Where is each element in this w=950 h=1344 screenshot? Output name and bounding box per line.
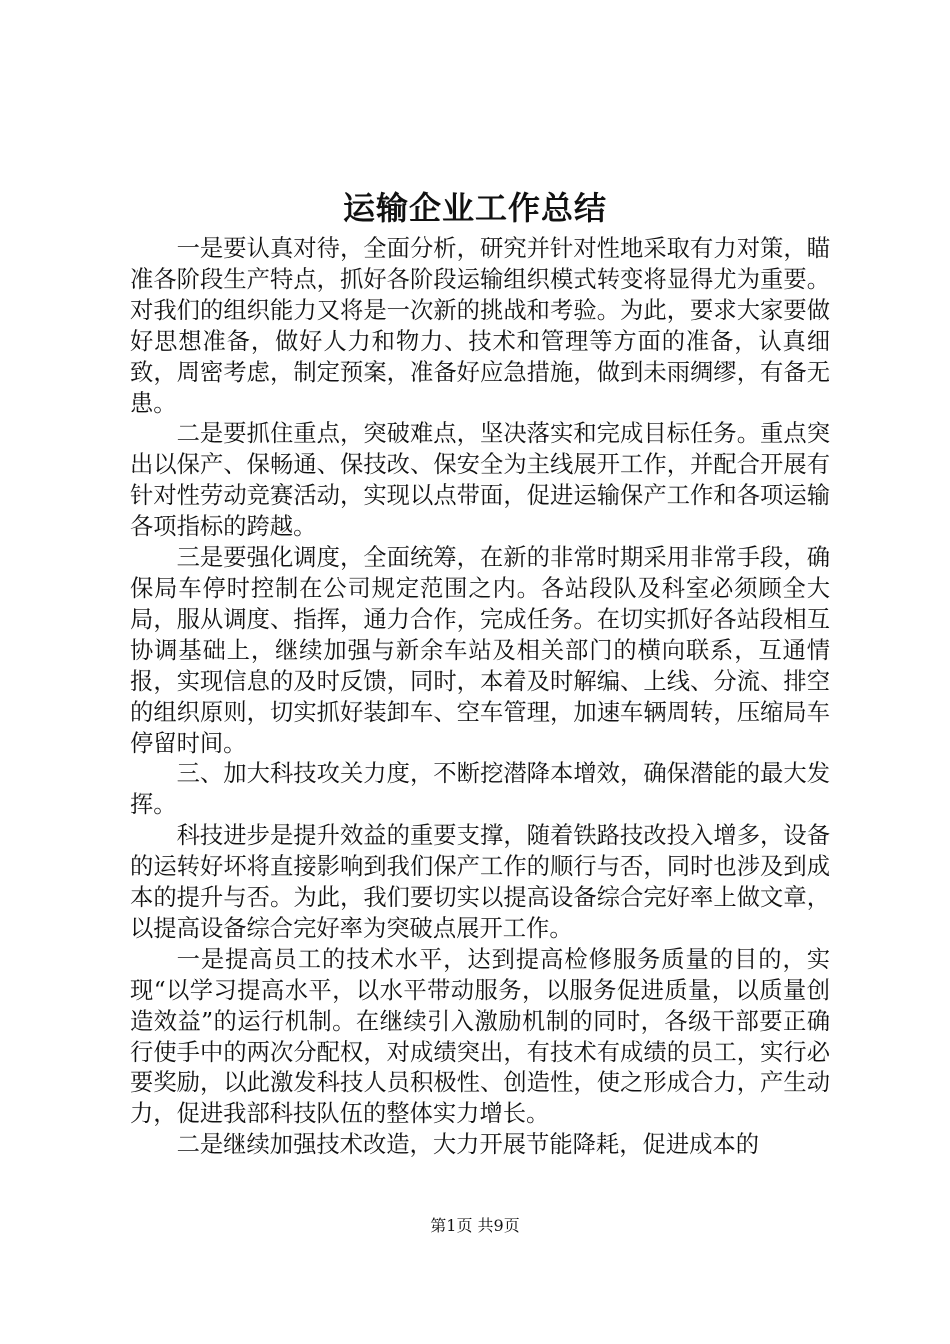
paragraph: 一是要认真对待，全面分析，研究并针对性地采取有力对策，瞄准各阶段生产特点，抓好各阶段运输组织模式转变将显得尤为重要。对我们的组织能力又将是一次新的挑战和考验。为此，要求大家要做好思想准备，做好人力和物力、技术和管理等方面的准备，认真细致，周密考虑，制定预案，准备好应急措施，做到未雨绸缪，有备无患。 — [130, 235, 830, 417]
paragraph: 二是要抓住重点，突破难点，坚决落实和完成目标任务。重点突出以保产、保畅通、保技改、保安全为主线展开工作，并配合开展有针对性劳动竞赛活动，实现以点带面，促进运输保产工作和各项运输各项指标的跨越。 — [130, 420, 830, 541]
paragraph: 科技进步是提升效益的重要支撑，随着铁路技改投入增多，设备的运转好坏将直接影响到我们保产工作的顺行与否，同时也涉及到成本的提升与否。为此，我们要切实以提高设备综合完好率上做文章，以提高设备综合完好率为突破点展开工作。 — [130, 822, 830, 942]
page-footer: 第1页 共9页 — [430, 1216, 520, 1235]
document-title: 运输企业工作总结 — [342, 189, 607, 227]
paragraph: 一是提高员工的技术水平，达到提高检修服务质量的目的，实现“以学习提高水平，以水平带动服务，以服务促进质量，以质量创造效益”的运行机制。在继续引入激励机制的同时，各级干部要正确行使手中的两次分配权，对成绩突出，有技术有成绩的员工，实行必要奖励，以此激发科技人员积极性、创造性，使之形成合力，产生动力，促进我部科技队伍的整体实力增长。 — [130, 945, 830, 1128]
section-heading-paragraph: 三、加大科技攻关力度，不断挖潜降本增效，确保潜能的最大发挥。 — [130, 760, 830, 819]
paragraph: 二是继续加强技术改造，大力开展节能降耗，促进成本的 — [176, 1131, 760, 1159]
paragraph: 三是要强化调度，全面统筹，在新的非常时期采用非常手段，确保局车停时控制在公司规定范围之内。各站段队及科室必须顾全大局，服从调度、指挥，通力合作，完成任务。在切实抓好各站段相互协调基础上，继续加强与新余车站及相关部门的横向联系，互通情报，实现信息的及时反馈，同时，本着及时解编、上线、分流、排空的组织原则，切实抓好装卸车、空车管理，加速车辆周转，压缩局车停留时间。 — [130, 544, 830, 757]
document-body — [130, 234, 830, 1161]
